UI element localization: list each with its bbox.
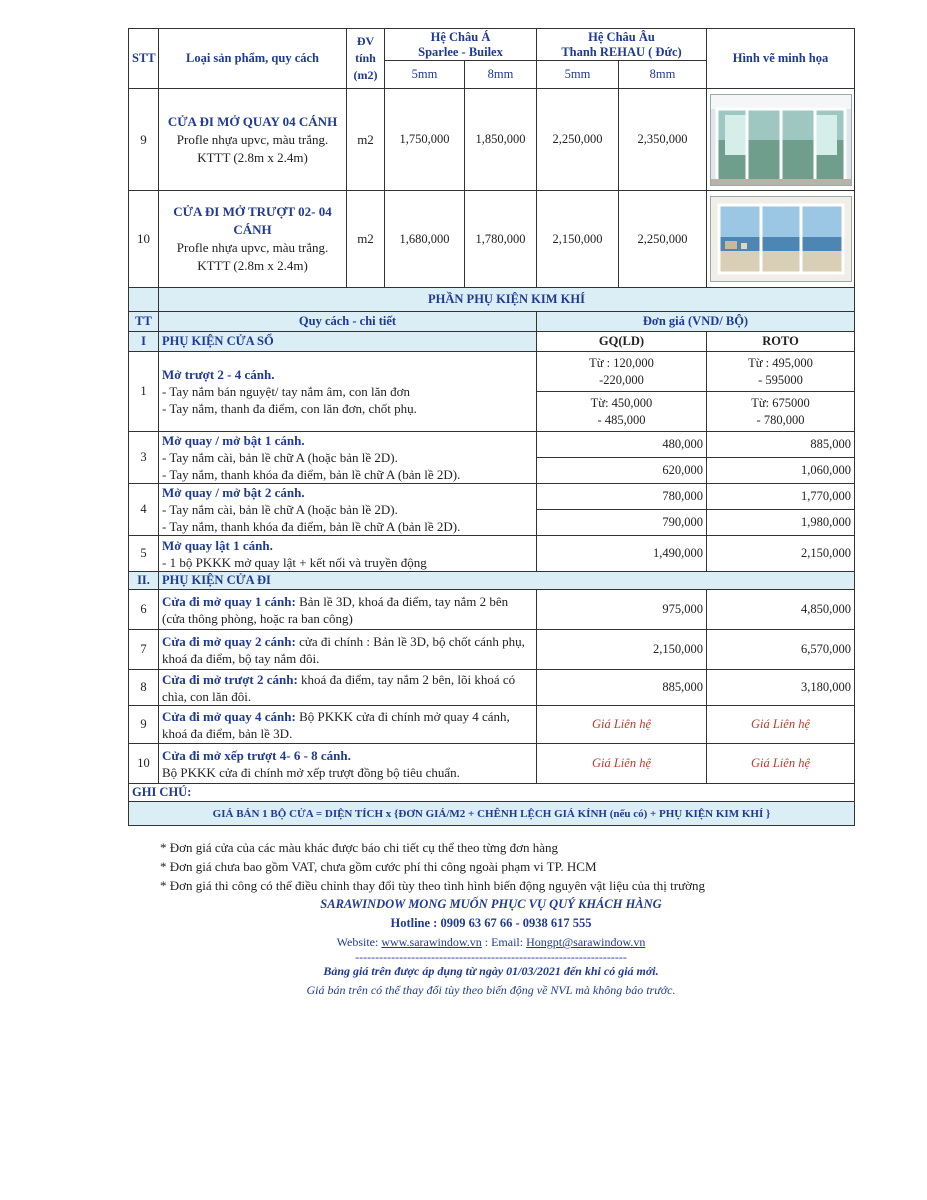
price-from: Từ : 495,000	[748, 355, 813, 370]
section-door-title: PHỤ KIỆN CỬA ĐI	[159, 572, 855, 590]
note-item: * Đơn giá chưa bao gồm VAT, chưa gồm cước phí thi công ngoài phạm vi TP. HCM	[160, 859, 597, 874]
product-cell	[159, 89, 347, 191]
accessory-text: Bộ PKKK cửa đi chính mở quay 4 cánh, khoá đa điểm, bản lề 3D.	[162, 708, 510, 741]
price-gq: 620,000	[537, 458, 707, 484]
accessory-text: Bản lề 3D, khoá đa điểm, tay nắm 2 bên (cửa thông phòng, hoặc ra ban công)	[162, 593, 509, 626]
accessory-desc	[159, 744, 537, 784]
accessory-line: - Tay nắm cài, bản lề chữ A (hoặc bản lề 2D).	[162, 502, 398, 517]
accessory-no: 5	[129, 536, 159, 572]
price-roto: 4,850,000	[707, 590, 855, 630]
price-roto: 6,570,000	[707, 630, 855, 670]
accessory-line: - Tay nắm, thanh khóa đa điểm, bản lề chữ A (bản lề 2D).	[162, 519, 461, 534]
price-from: Từ : 120,000	[589, 355, 654, 370]
accessory-desc	[159, 484, 537, 536]
price-gq	[537, 352, 707, 392]
accessory-title: Cửa đi mở trượt 2 cánh:	[162, 671, 298, 687]
price-gq: 885,000	[537, 670, 707, 706]
accessory-text: cửa đi chính : Bản lề 3D, bộ chốt cánh phụ, khoá đa điểm, bộ tay nắm đôi.	[162, 633, 525, 666]
price-euro-5mm: 2,150,000	[537, 191, 619, 288]
accessory-title: Cửa đi mở quay 4 cánh:	[162, 708, 296, 724]
header-stt: STT	[129, 29, 159, 89]
accessory-no: 1	[129, 352, 159, 432]
accessory-title: Cửa đi mở quay 1 cánh:	[162, 593, 296, 609]
contact-line	[128, 933, 854, 952]
price-roto: 1,060,000	[707, 458, 855, 484]
band-spacer	[129, 288, 159, 312]
price-gq: 975,000	[537, 590, 707, 630]
header-asia-sub: Sparlee - Builex	[418, 44, 503, 59]
product-row	[129, 191, 855, 288]
accessory-title: Cửa đi mở quay 2 cánh:	[162, 633, 296, 649]
accessory-no: 10	[129, 744, 159, 784]
accessory-line: - Tay nắm, thanh khóa đa điểm, bản lề chữ A (bản lề 2D).	[162, 467, 461, 482]
product-cell	[159, 191, 347, 288]
email-label: : Email:	[481, 935, 527, 949]
product-stt: 10	[129, 191, 159, 288]
price-euro-8mm: 2,350,000	[619, 89, 707, 191]
header-product: Loại sản phẩm, quy cách	[159, 29, 347, 89]
price-roto: 1,770,000	[707, 484, 855, 510]
product-size: KTTT (2.8m x 2.4m)	[197, 149, 308, 165]
accessory-no: 3	[129, 432, 159, 484]
accessory-no: 4	[129, 484, 159, 536]
accessory-desc	[159, 706, 537, 744]
price-gq	[537, 392, 707, 432]
product-unit: m2	[347, 191, 385, 288]
price-gq: 2,150,000	[537, 630, 707, 670]
price-roto: 2,150,000	[707, 536, 855, 572]
price-asia-5mm: 1,680,000	[385, 191, 465, 288]
header-asia	[385, 29, 537, 61]
section-window-no: I	[129, 332, 159, 352]
product-row	[129, 89, 855, 191]
price-euro-8mm: 2,250,000	[619, 191, 707, 288]
note-item: * Đơn giá cửa của các màu khác được báo chi tiết cụ thể theo từng đơn hàng	[160, 840, 559, 855]
email-link[interactable]: Hongpt@sarawindow.vn	[526, 935, 646, 949]
price-gq: 780,000	[537, 484, 707, 510]
price-roto-contact: Giá Liên hệ	[707, 744, 855, 784]
accessory-tt: TT	[129, 312, 159, 332]
accessory-desc	[159, 352, 537, 432]
header-asia-title: Hệ Châu Á	[430, 29, 491, 44]
price-table	[128, 28, 855, 826]
header-euro-sub: Thanh REHAU ( Đức)	[561, 44, 682, 59]
price-to: - 485,000	[597, 412, 646, 427]
footer	[128, 895, 854, 1000]
section-door-no: II.	[129, 572, 159, 590]
sliding-door-image	[710, 196, 852, 282]
product-unit: m2	[347, 89, 385, 191]
product-stt: 9	[129, 89, 159, 191]
accessory-title: Mở quay / mở bật 1 cánh.	[162, 433, 305, 448]
price-gq: 480,000	[537, 432, 707, 458]
illustration-cell	[707, 191, 855, 288]
col-roto: ROTO	[707, 332, 855, 352]
price-roto	[707, 392, 855, 432]
header-illustration: Hình vẽ minh họa	[707, 29, 855, 89]
section-window-title: PHỤ KIỆN CỬA SỔ	[159, 332, 537, 352]
disclaimer: Giá bán trên có thể thay đổi tùy theo biến động về NVL mà không báo trước.	[306, 983, 676, 997]
price-gq-contact: Giá Liên hệ	[537, 706, 707, 744]
product-desc: Profle nhựa upvc, màu trắng.	[176, 240, 329, 255]
product-name: CỬA ĐI MỞ TRƯỢT 02- 04 CÁNH	[173, 204, 332, 237]
accessory-no: 7	[129, 630, 159, 670]
product-name: CỬA ĐI MỞ QUAY 04 CÁNH	[167, 113, 338, 129]
illustration-cell	[707, 89, 855, 191]
price-gq: 1,490,000	[537, 536, 707, 572]
note-label: GHI CHÚ:	[129, 784, 855, 802]
divider: --------------------------------------------------------------------	[355, 952, 627, 962]
accessory-desc	[159, 630, 537, 670]
col-gq: GQ(LD)	[537, 332, 707, 352]
accessory-title: Mở quay lật 1 cánh.	[162, 537, 273, 553]
slogan: SARAWINDOW MONG MUỐN PHỤC VỤ QUÝ KHÁCH HÀNG	[320, 897, 662, 911]
price-to: - 595000	[758, 372, 803, 387]
validity-note: Bảng giá trên được áp dụng từ ngày 01/03/2021 đến khi có giá mới.	[323, 964, 659, 978]
accessory-desc	[159, 432, 537, 484]
accessory-no: 9	[129, 706, 159, 744]
price-asia-8mm: 1,780,000	[465, 191, 537, 288]
website-label: Website:	[336, 935, 382, 949]
accessory-line: - Tay nắm cài, bản lề chữ A (hoặc bản lề 2D).	[162, 450, 398, 465]
accessory-text: khoá đa điểm, tay nắm 2 bên, lõi khoá có chìa, con lăn đôi.	[162, 671, 516, 704]
header-euro-5mm: 5mm	[537, 61, 619, 89]
accessory-no: 8	[129, 670, 159, 706]
price-roto-contact: Giá Liên hệ	[707, 706, 855, 744]
header-euro-title: Hệ Châu Âu	[588, 29, 655, 44]
hotline: Hotline : 0909 63 67 66 - 0938 617 555	[390, 916, 592, 930]
price-asia-5mm: 1,750,000	[385, 89, 465, 191]
header-euro-8mm: 8mm	[619, 61, 707, 89]
accessory-price: Đơn giá (VND/ BỘ)	[537, 312, 855, 332]
product-size: KTTT (2.8m x 2.4m)	[197, 258, 308, 273]
header-unit: ĐV tính (m2)	[347, 29, 385, 89]
accessory-title: Mở quay / mở bật 2 cánh.	[162, 485, 305, 500]
header-asia-5mm: 5mm	[385, 61, 465, 89]
accessory-desc	[159, 590, 537, 630]
accessory-line: - Tay nắm, thanh đa điểm, con lăn đơn, chốt phụ.	[162, 401, 417, 416]
accessory-band-title: PHẦN PHỤ KIỆN KIM KHÍ	[159, 288, 855, 312]
accessory-line: - 1 bộ PKKK mở quay lật + kết nối và truyền động	[162, 554, 427, 570]
accessory-text: Bộ PKKK cửa đi chính mở xếp trượt đồng bộ tiêu chuẩn.	[162, 764, 460, 780]
price-roto: 1,980,000	[707, 510, 855, 536]
accessory-spec: Quy cách - chi tiết	[159, 312, 537, 332]
notes-list	[160, 838, 860, 895]
price-sheet	[128, 28, 854, 826]
accessory-title: Cửa đi mở xếp trượt 4- 6 - 8 cánh.	[162, 747, 351, 763]
accessory-no: 6	[129, 590, 159, 630]
price-euro-5mm: 2,250,000	[537, 89, 619, 191]
accessory-desc	[159, 670, 537, 706]
accessory-title: Mở trượt 2 - 4 cánh.	[162, 367, 275, 382]
website-link[interactable]: www.sarawindow.vn	[381, 935, 482, 949]
price-asia-8mm: 1,850,000	[465, 89, 537, 191]
note-item: * Đơn giá thi công có thể điều chỉnh thay đổi tùy theo tình hình biến động nguyên vật liệu của thị trường	[160, 878, 706, 893]
price-to: -220,000	[599, 372, 644, 387]
product-desc: Profle nhựa upvc, màu trắng.	[176, 131, 329, 147]
accessory-line: - Tay nắm bán nguyệt/ tay nắm âm, con lăn đơn	[162, 384, 410, 399]
header-asia-8mm: 8mm	[465, 61, 537, 89]
price-roto	[707, 352, 855, 392]
price-to: - 780,000	[756, 412, 805, 427]
header-euro	[537, 29, 707, 61]
price-gq-contact: Giá Liên hệ	[537, 744, 707, 784]
accessory-desc	[159, 536, 537, 572]
price-gq: 790,000	[537, 510, 707, 536]
price-from: Từ: 675000	[751, 395, 810, 410]
price-roto: 885,000	[707, 432, 855, 458]
price-formula: GIÁ BÁN 1 BỘ CỬA = DIỆN TÍCH x {ĐƠN GIÁ/M2 + CHÊNH LỆCH GIÁ KÍNH (nếu có) + PHỤ KIỆN KIM KHÍ }	[129, 802, 855, 826]
price-roto: 3,180,000	[707, 670, 855, 706]
price-from: Từ: 450,000	[590, 395, 653, 410]
folding-door-image	[710, 94, 852, 186]
